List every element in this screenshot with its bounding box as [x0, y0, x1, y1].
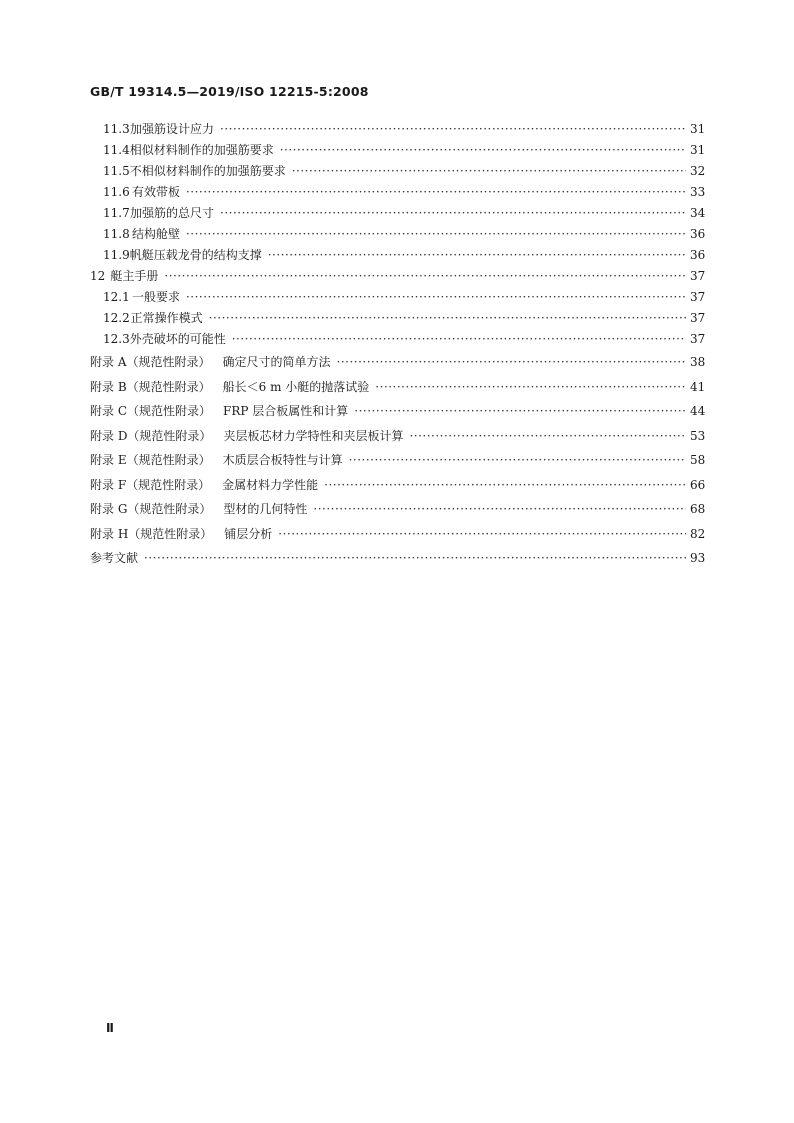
- appendix-page: 58: [690, 453, 706, 467]
- toc-entry-page: 37: [690, 332, 706, 346]
- toc-entry-11-8[interactable]: [90, 224, 704, 245]
- dot-leader: [209, 308, 686, 329]
- toc-appendix-d[interactable]: [90, 424, 704, 449]
- dot-leader: [232, 329, 686, 350]
- appendix-title: 木质层合板特性与计算: [222, 453, 343, 467]
- dot-leader: [313, 497, 686, 522]
- references-page: 93: [690, 551, 706, 565]
- dot-leader: [164, 266, 686, 287]
- appendix-page: 41: [690, 379, 706, 394]
- toc-entry-12-2[interactable]: [90, 308, 704, 329]
- toc-appendix-h[interactable]: [90, 522, 704, 547]
- appendix-title: 型材的几何特性: [223, 502, 308, 516]
- appendix-label: 附录 C（规范性附录）: [90, 404, 211, 418]
- toc-appendix-a[interactable]: [90, 350, 704, 375]
- toc-entry-11-9[interactable]: [90, 245, 704, 266]
- toc-appendix-g[interactable]: [90, 497, 704, 522]
- appendix-label: 附录 A（规范性附录）: [90, 355, 211, 369]
- dot-leader: [186, 224, 686, 245]
- dot-leader: [280, 140, 686, 161]
- table-of-contents: [90, 119, 704, 571]
- toc-entry-12-1[interactable]: [90, 287, 704, 308]
- toc-entry-page: 31: [690, 122, 706, 136]
- toc-entry-11-7[interactable]: [90, 203, 704, 224]
- toc-entry-title: 加强筋设计应力: [130, 122, 215, 136]
- toc-entry-title: 有效带板: [131, 185, 180, 199]
- appendix-page: 53: [690, 428, 706, 443]
- dot-leader: [375, 375, 686, 400]
- appendix-title: 铺层分析: [224, 526, 273, 541]
- toc-entry-number: 12.1: [103, 290, 130, 304]
- dot-leader: [409, 424, 686, 449]
- appendix-title: FRP 层合板属性和计算: [223, 404, 349, 418]
- toc-entry-number: 12.3: [103, 332, 130, 346]
- toc-entry-number: 11.6: [103, 185, 130, 199]
- toc-entry-number: 11.4: [103, 143, 130, 157]
- toc-entry-number: 11.7: [103, 206, 130, 220]
- dot-leader: [278, 522, 686, 547]
- appendix-page: 68: [690, 502, 706, 516]
- toc-references[interactable]: [90, 546, 704, 571]
- appendix-page: 44: [690, 404, 706, 418]
- dot-leader: [268, 245, 686, 266]
- dot-leader: [186, 182, 686, 203]
- toc-entry-11-4[interactable]: [90, 140, 704, 161]
- dot-leader: [186, 287, 686, 308]
- appendix-title: 确定尺寸的简单方法: [222, 355, 331, 369]
- toc-entry-page: 31: [690, 143, 706, 157]
- dot-leader: [349, 448, 686, 473]
- dot-leader: [292, 161, 686, 182]
- toc-appendix-e[interactable]: [90, 448, 704, 473]
- standard-header: GB/T 19314.5—2019/ISO 12215-5:2008: [90, 84, 369, 99]
- appendix-label: 附录 B（规范性附录）: [90, 379, 211, 394]
- toc-entry-page: 36: [690, 248, 706, 262]
- toc-entry-title: 不相似材料制作的加强筋要求: [129, 164, 286, 178]
- dot-leader: [220, 119, 686, 140]
- toc-entry-page: 33: [690, 185, 706, 199]
- appendix-label: 附录 F（规范性附录）: [90, 477, 211, 492]
- toc-entry-page: 32: [690, 164, 706, 178]
- appendix-label: 附录 G（规范性附录）: [90, 502, 212, 516]
- dot-leader: [144, 546, 686, 571]
- toc-entry-11-6[interactable]: [90, 182, 704, 203]
- toc-entry-number: 11.9: [103, 248, 130, 262]
- appendix-label: 附录 H（规范性附录）: [90, 526, 213, 541]
- toc-entry-number: 11.5: [103, 164, 130, 178]
- appendix-title: 船长＜6 m 小艇的抛落试验: [222, 379, 370, 394]
- appendix-title: 金属材料力学性能: [222, 477, 319, 492]
- toc-entry-number: 11.3: [103, 122, 130, 136]
- toc-entry-title: 相似材料制作的加强筋要求: [129, 143, 274, 157]
- toc-entry-page: 34: [690, 206, 706, 220]
- appendix-label: 附录 D（规范性附录）: [90, 428, 212, 443]
- toc-entry-number: 12.2: [103, 311, 130, 325]
- toc-entry-title: 帆艇压载龙骨的结构支撑: [129, 248, 262, 262]
- toc-entry-11-5[interactable]: [90, 161, 704, 182]
- toc-entry-page: 36: [690, 227, 706, 241]
- toc-entry-12-3[interactable]: [90, 329, 704, 350]
- appendix-title: 夹层板芯材力学特性和夹层板计算: [223, 428, 404, 443]
- dot-leader: [354, 399, 686, 424]
- appendix-page: 66: [690, 477, 706, 492]
- toc-entry-page: 37: [690, 290, 706, 304]
- toc-entry-title: 加强筋的总尺寸: [130, 206, 215, 220]
- appendix-page: 38: [690, 355, 706, 369]
- toc-appendix-f[interactable]: [90, 473, 704, 498]
- toc-appendix-c[interactable]: [90, 399, 704, 424]
- toc-appendix-b[interactable]: [90, 375, 704, 400]
- toc-entry-title: 外壳破坏的可能性: [129, 332, 226, 346]
- references-title: 参考文献: [90, 551, 139, 565]
- appendix-label: 附录 E（规范性附录）: [90, 453, 211, 467]
- toc-entry-page: 37: [690, 269, 706, 283]
- dot-leader: [324, 473, 686, 498]
- toc-entry-title: 结构舱壁: [131, 227, 180, 241]
- page-number: Ⅱ: [106, 1021, 114, 1035]
- toc-entry-title: 一般要求: [131, 290, 180, 304]
- toc-entry-number: 11.8: [103, 227, 130, 241]
- toc-entry-number: 12: [90, 269, 106, 283]
- dot-leader: [220, 203, 686, 224]
- appendix-page: 82: [690, 526, 706, 541]
- toc-entry-12[interactable]: [90, 266, 704, 287]
- toc-entry-11-3[interactable]: [90, 119, 704, 140]
- toc-entry-title: 艇主手册: [110, 269, 159, 283]
- toc-entry-page: 37: [690, 311, 706, 325]
- toc-entry-title: 正常操作模式: [130, 311, 203, 325]
- dot-leader: [337, 350, 687, 375]
